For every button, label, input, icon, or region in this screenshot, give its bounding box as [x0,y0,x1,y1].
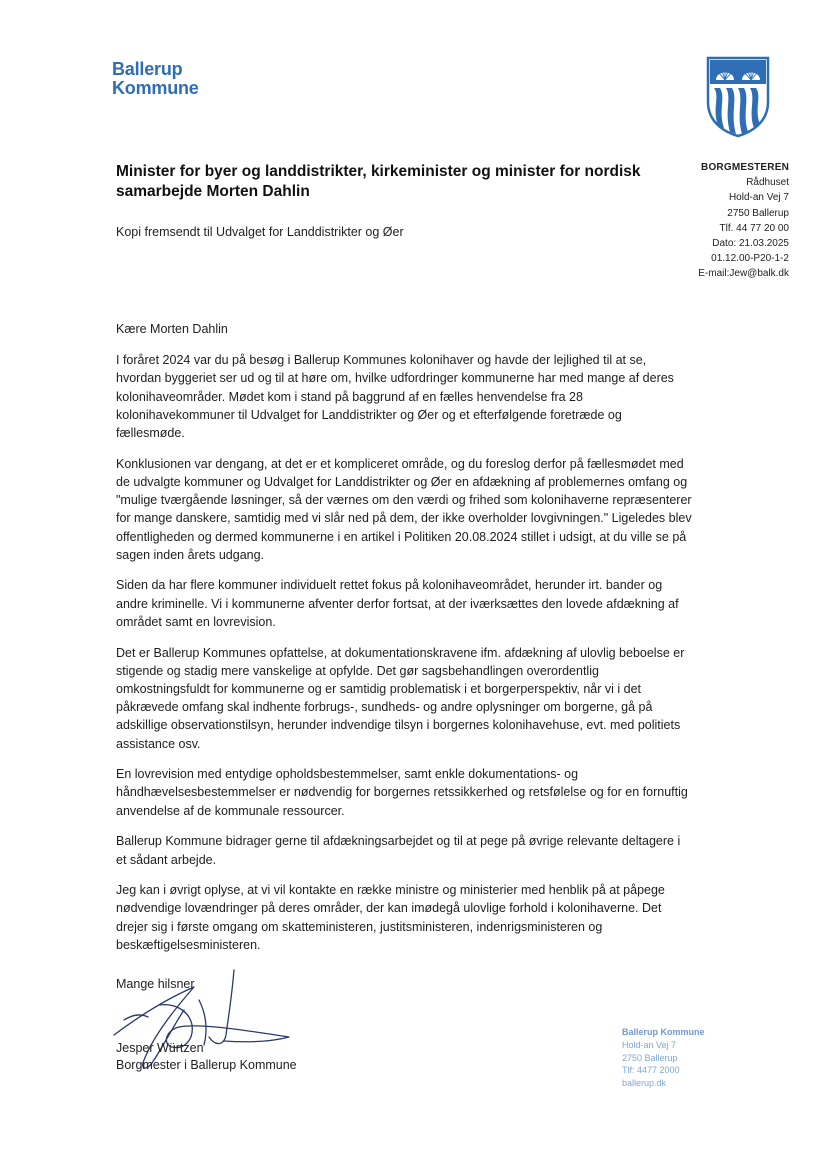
salutation: Kære Morten Dahlin [116,322,228,336]
signer-block [116,1040,297,1074]
signer-name: Jesper Würtzen [116,1041,204,1055]
paragraph: Ballerup Kommune bidrager gerne til afdækningsarbejdet og til at pege på øvrige relevante deltagere i et sådant arbejde. [116,834,681,867]
logo-line-2: Kommune [112,78,199,98]
sender-phone: Tlf. 44 77 20 00 [719,222,789,234]
sender-street: Hold-an Vej 7 [728,192,789,204]
footer-website: ballerup.dk [622,1078,667,1089]
footer-street: Hold-an Vej 7 [622,1039,677,1050]
footer-city: 2750 Ballerup [622,1052,678,1063]
sender-building: Rådhuset [746,177,789,189]
sender-city: 2750 Ballerup [727,207,789,219]
paragraph: Jeg kan i øvrigt oplyse, at vi vil kontakte en række ministre og ministerier med henblik på at påpege nødvendige lovændringer på deres områder, der kan imødegå ulovlige forhold i kolonihaverne. Det drejer sig i første omgang om skatteministeren, justitsministeren, indenrigsministeren og beskæftigelsesministeren. [116,883,665,952]
paragraph: Siden da har flere kommuner individuelt rettet fokus på kolonihaveområdet, herunder irt. bander og andre kriminelle. Vi i kommunerne afventer derfor fortsat, at der iværksættes den lovede afdækning af området samt en lovrevision. [116,578,679,629]
footer-phone: Tlf: 4477 2000 [622,1065,680,1076]
letter-date: Dato: 21.03.2025 [712,238,789,250]
paragraph: Konklusionen var dengang, at det er et kompliceret område, og du foreslog derfor på fællesmødet med de udvalgte kommuner og Udvalget for Landdistrikter og Øer en afdækning af problemernes omfang og "mulige tværgående løsninger, så der værnes om den værdi og frihed som kolonihaverne repræsenterer for mange danskere, samtidig med vi slår ned på dem, der ikke overholder lovgivningen." Ligeledes blev offentligheden og dermed kommunerne i en artikel i Politiken 20.08.2024 stillet i udsigt, at du ville se på sagen inden årets udgang. [116,456,692,562]
sender-office: BORGMESTEREN [701,162,789,173]
case-reference: 01.12.00-P20-1-2 [711,253,789,265]
paragraph: Det er Ballerup Kommunes opfattelse, at dokumentationskravene ifm. afdækning af ulovlig beboelse er stigende og stadig mere vanskelige at opfylde. Det gør sagsbehandlingen overordentlig omkostningsfuldt for kommunerne og er samtidig problematisk i et borgerperspektiv, når vi i det påkrævede omfang skal indhente forbrugs-, sundheds- og andre oplysninger om borgerne, gå på adskillige observationstilsyn, herunder indvendige tilsyn i borgernes kolonihavehuse, evt. med politiets assistance osv. [116,645,685,751]
signoff: Mange hilsner [116,977,195,991]
recipient-heading: Minister for byer og landdistrikter, kirkeminister og minister for nordisk samarbejde Morten Dahlin [116,163,641,200]
copy-recipient-line: Kopi fremsendt til Udvalget for Landdistrikter og Øer [116,225,404,239]
sender-email: E-mail:Jew@balk.dk [698,268,789,280]
paragraph: En lovrevision med entydige opholdsbestemmelser, samt enkle dokumentations- og håndhævelsesbestemmelser er nødvendig for borgernes retssikkerhed og retsfølelse og for en fornuftig anvendelse af de kommunale ressourcer. [116,767,688,818]
footer-name: Ballerup Kommune [622,1027,705,1037]
letter-body [116,320,694,967]
paragraph: I foråret 2024 var du på besøg i Ballerup Kommunes kolonihaver og havde der lejlighed til at se, hvordan byggeriet ser ud og til at høre om, hvilke udfordringer kommunerne har med mange af deres kolonihaveområder. Mødet kom i stand på baggrund af en fælles henvendelse fra 28 kolonihavekommuner til Udvalget for Landdistrikter og Øer og et efterfølgende foretræde og fællesmøde. [116,353,674,441]
sender-address-block [698,160,789,282]
footer-address [622,1026,705,1090]
logo-line-1: Ballerup [112,59,183,79]
municipality-logo [112,60,199,98]
coat-of-arms-icon [706,56,770,138]
signer-title: Borgmester i Ballerup Kommune [116,1058,297,1072]
